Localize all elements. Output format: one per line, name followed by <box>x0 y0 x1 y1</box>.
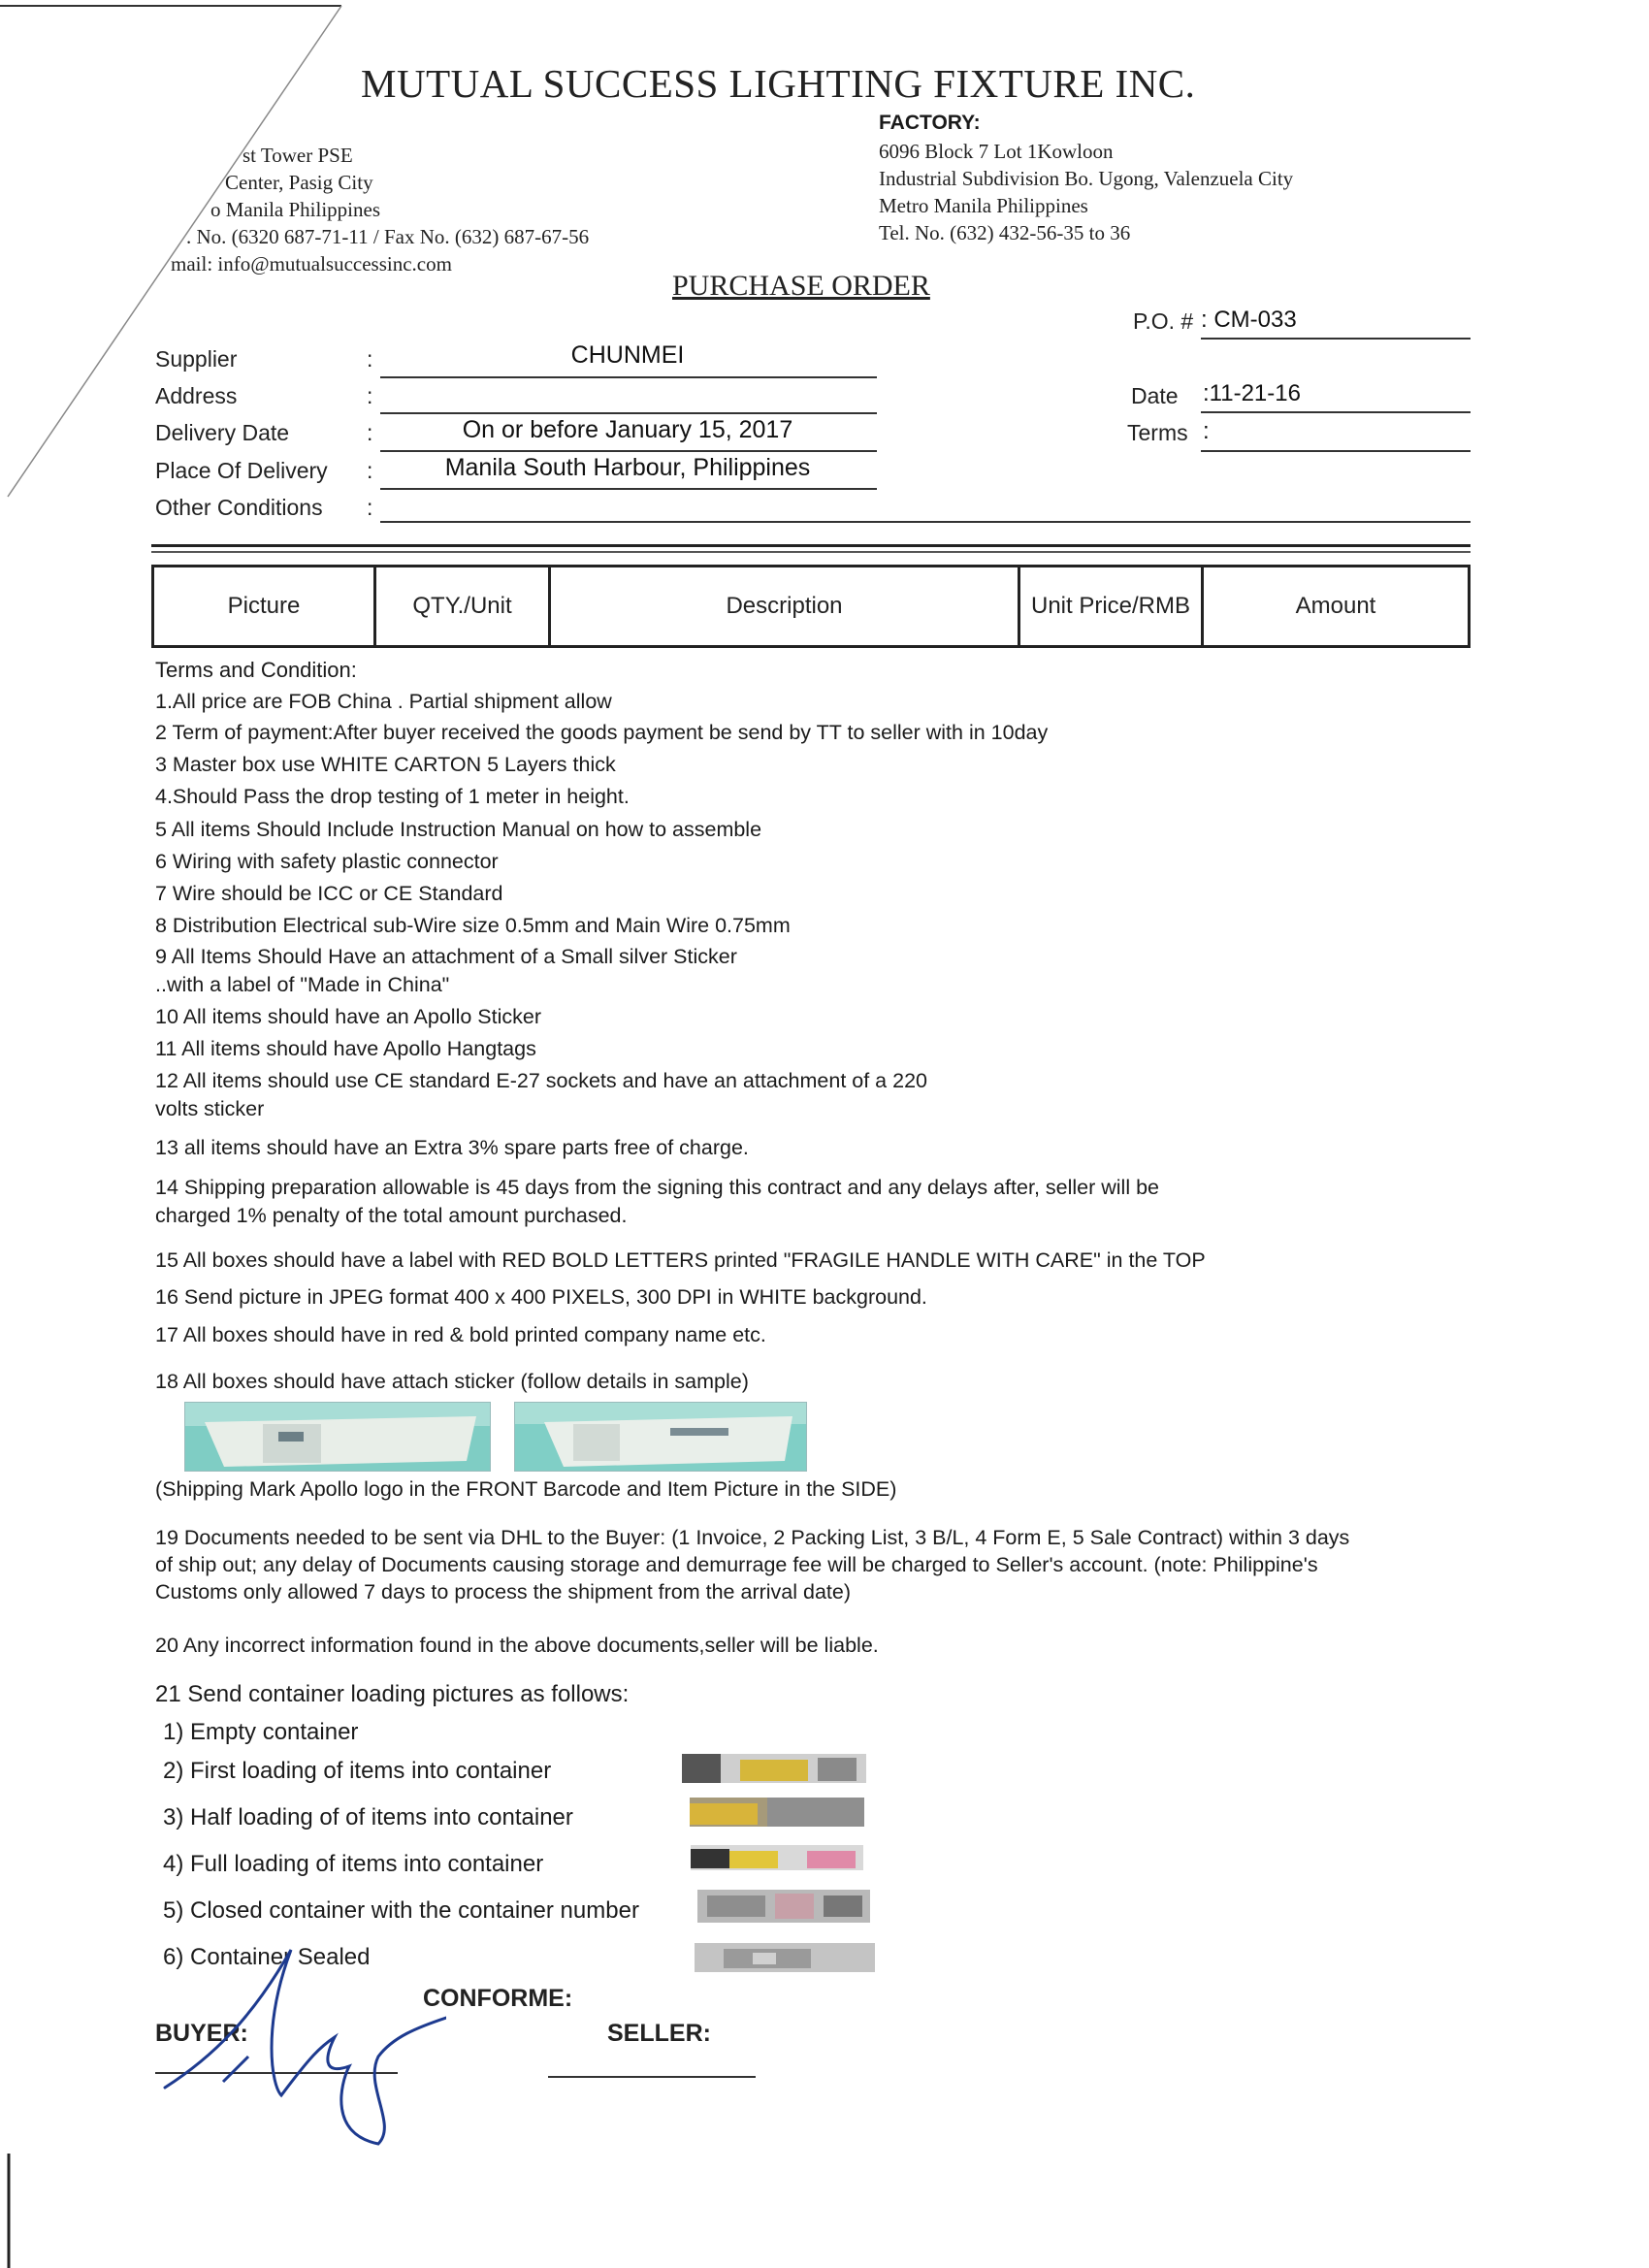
container-photo-closed <box>697 1890 870 1923</box>
column-header-picture: Picture <box>154 567 376 645</box>
supplier-colon: : <box>367 346 373 372</box>
term-item: 2 Term of payment:After buyer received the goods payment be send by TT to seller with in 10day <box>155 721 1049 744</box>
term-item: 9 All Items Should Have an attachment of a Small silver Sticker <box>155 945 737 968</box>
place-of-delivery-value: Manila South Harbour, Philippines <box>444 454 811 481</box>
terms-heading: Terms and Condition: <box>155 658 357 682</box>
term-item: ..with a label of "Made in China" <box>155 973 450 996</box>
po-number-label: P.O. # <box>1133 308 1194 334</box>
term-item: 18 All boxes should have attach sticker (follow details in sample) <box>155 1370 749 1393</box>
term-item: 6 Wiring with safety plastic connector <box>155 850 499 873</box>
place-of-delivery-label: Place Of Delivery <box>155 458 328 483</box>
term-item: 1.All price are FOB China . Partial shipment allow <box>155 690 612 713</box>
terms-underline <box>1201 450 1471 452</box>
terms-label: Terms <box>1127 420 1188 445</box>
loading-item: 1) Empty container <box>163 1719 359 1745</box>
buyer-label: BUYER: <box>155 2020 248 2047</box>
date-underline <box>1201 411 1471 413</box>
place-of-delivery-colon: : <box>367 458 373 483</box>
address-colon: : <box>367 383 373 408</box>
term-item: volts sticker <box>155 1097 265 1120</box>
container-photo-first-loading <box>682 1754 866 1783</box>
loading-item: 2) First loading of items into container <box>163 1758 552 1784</box>
seller-signature-line <box>548 2076 756 2078</box>
container-photo-half-loading <box>690 1798 864 1827</box>
company-name: MUTUAL SUCCESS LIGHTING FIXTURE INC. <box>361 61 1196 106</box>
other-conditions-underline <box>380 521 1471 523</box>
buyer-signature <box>155 1940 446 2163</box>
other-conditions-label: Other Conditions <box>155 495 323 520</box>
sticker-sample-photo <box>184 1402 491 1472</box>
column-header-qty: QTY./Unit <box>376 567 551 645</box>
address-underline <box>380 412 877 414</box>
supplier-value: CHUNMEI <box>570 341 685 369</box>
term-item: 4.Should Pass the drop testing of 1 meter in height. <box>155 785 630 808</box>
factory-address-line: 6096 Block 7 Lot 1Kowloon <box>879 140 1114 163</box>
delivery-date-colon: : <box>367 420 373 445</box>
office-address-line: Center, Pasig City <box>225 171 373 194</box>
term-item: 14 Shipping preparation allowable is 45 days from the signing this contract and any delays after, seller will be <box>155 1176 1159 1199</box>
office-address-line: o Manila Philippines <box>210 198 380 221</box>
conforme-label: CONFORME: <box>423 1985 573 2012</box>
term-item: 15 All boxes should have a label with RED BOLD LETTERS printed "FRAGILE HANDLE WITH CARE" in the TOP <box>155 1248 1206 1272</box>
term-item: 12 All items should use CE standard E-27 sockets and have an attachment of a 220 <box>155 1069 927 1092</box>
term-item: 20 Any incorrect information found in the above documents,seller will be liable. <box>155 1634 879 1657</box>
delivery-date-label: Delivery Date <box>155 420 290 445</box>
factory-label: FACTORY: <box>879 112 981 134</box>
term-item: (Shipping Mark Apollo logo in the FRONT Barcode and Item Picture in the SIDE) <box>155 1477 897 1501</box>
factory-address-line: Industrial Subdivision Bo. Ugong, Valenzuela City <box>879 167 1294 190</box>
office-address-line: st Tower PSE <box>242 144 353 167</box>
loading-item: 3) Half loading of of items into container <box>163 1804 573 1831</box>
term-item: Customs only allowed 7 days to process the shipment from the arrival date) <box>155 1580 851 1604</box>
sticker-sample-photo <box>514 1402 807 1472</box>
container-photo-full-loading <box>691 1845 863 1870</box>
delivery-date-value: On or before January 15, 2017 <box>462 416 793 443</box>
term-item: 16 Send picture in JPEG format 400 x 400 PIXELS, 300 DPI in WHITE background. <box>155 1285 927 1309</box>
table-top-rule <box>151 551 1471 553</box>
terms-value: : <box>1203 418 1210 444</box>
date-value: :11-21-16 <box>1203 380 1301 406</box>
term-item: of ship out; any delay of Documents causing storage and demurrage fee will be charged to Seller's account. (note: Philippine's <box>155 1553 1318 1576</box>
po-number-value: : CM-033 <box>1201 307 1297 333</box>
loading-item: 5) Closed container with the container number <box>163 1897 639 1924</box>
term-item: 19 Documents needed to be sent via DHL to the Buyer: (1 Invoice, 2 Packing List, 3 B/L, 4 Form E, 5 Sale Contract) within 3 days <box>155 1526 1350 1549</box>
term-item: 11 All items should have Apollo Hangtags <box>155 1037 536 1060</box>
items-table-header <box>151 565 1471 648</box>
po-number-underline <box>1201 338 1471 340</box>
delivery-date-underline <box>380 450 877 452</box>
address-label: Address <box>155 383 238 408</box>
loading-heading: 21 Send container loading pictures as follows: <box>155 1681 630 1707</box>
column-header-amount: Amount <box>1295 593 1376 619</box>
table-top-rule <box>151 544 1471 547</box>
supplier-underline <box>380 376 877 378</box>
date-label: Date <box>1131 383 1179 408</box>
office-email-line: mail: info@mutualsuccessinc.com <box>171 252 452 275</box>
other-conditions-colon: : <box>367 495 373 520</box>
term-item: 3 Master box use WHITE CARTON 5 Layers thick <box>155 753 616 776</box>
scan-edge-line <box>6 2154 12 2268</box>
term-item: charged 1% penalty of the total amount purchased. <box>155 1204 628 1227</box>
container-photo-sealed <box>695 1943 875 1972</box>
loading-item: 6) Container Sealed <box>163 1944 371 1970</box>
seller-label: SELLER: <box>607 2020 711 2047</box>
term-item: 17 All boxes should have in red & bold printed company name etc. <box>155 1323 766 1346</box>
supplier-label: Supplier <box>155 346 238 372</box>
term-item: 10 All items should have an Apollo Sticker <box>155 1005 541 1028</box>
term-item: 13 all items should have an Extra 3% spare parts free of charge. <box>155 1136 749 1159</box>
term-item: 7 Wire should be ICC or CE Standard <box>155 882 503 905</box>
term-item: 5 All items Should Include Instruction Manual on how to assemble <box>155 818 762 841</box>
loading-item: 4) Full loading of items into container <box>163 1851 544 1877</box>
column-header-description: Description <box>551 567 1020 645</box>
term-item: 8 Distribution Electrical sub-Wire size 0.5mm and Main Wire 0.75mm <box>155 914 791 937</box>
place-of-delivery-underline <box>380 488 877 490</box>
office-phone-line: . No. (6320 687-71-11 / Fax No. (632) 687-67-56 <box>186 225 590 248</box>
factory-phone-line: Tel. No. (632) 432-56-35 to 36 <box>879 221 1131 244</box>
factory-address-line: Metro Manila Philippines <box>879 194 1088 217</box>
document-title: PURCHASE ORDER <box>672 270 930 302</box>
column-header-unit-price: Unit Price/RMB <box>1020 567 1204 645</box>
